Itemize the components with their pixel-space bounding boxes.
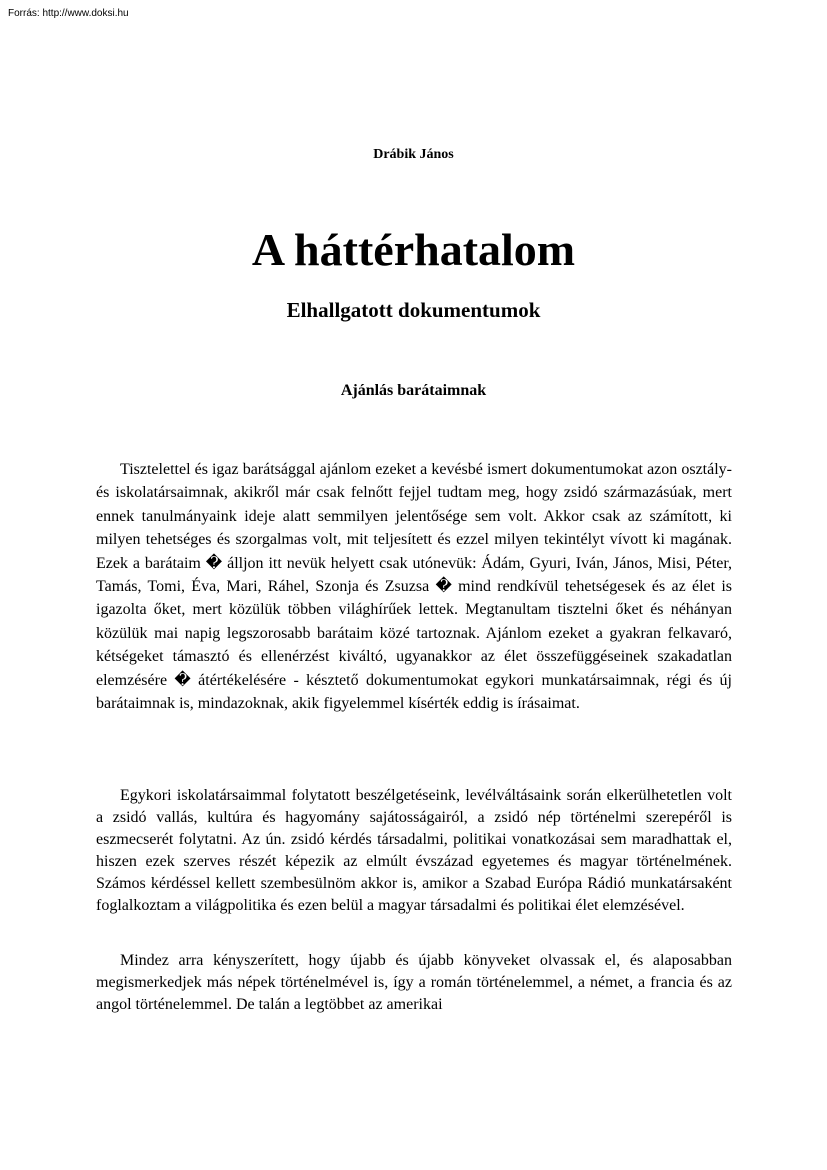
book-title: A háttérhatalom xyxy=(251,224,576,275)
paragraph-text: Tisztelettel és igaz barátsággal ajánlom ezeket a kevésbé ismert dokumentumokat azon osztály-és iskolatársaimnak, akikről már csak felnőtt fejjel tudtam meg, hogy zsidó származásúak, mert ennek tanulmányaink ideje alatt semmilyen jelentősége sem volt. Akkor csak az számított, ki milyen tehetséges és szorgalmas volt, mit teljesített és ezzel milyen tekintélyt vívott ki magának. Ezek a barátaim � álljon itt nevük helyett csak utónevük: Ádám, Gyuri, Iván, János, Misi, Péter, Tamás, Tomi, Éva, Mari, Ráhel, Szonja és Zsuzsa � mind rendkívül tehetségesek és az élet is igazolta őket, mert közülük többen világhírűek lettek. Megtanultam tisztelni őket és néhányan közülük mai napig legszorosabb barátaim közé tartoznak. Ajánlom ezeket a gyakran felkavaró, kétségeket támasztó és ellenérzést kiváltó, ugyanakkor az élet összefüggéseinek szakadatlan elemzésére � átértékelésére - késztető dokumentumokat egykori munkatársaimnak, régi és új barátaimnak is, mindazoknak, akik figyelemmel kísérték eddig is írásaimat. xyxy=(96,461,732,713)
paragraph-text: Egykori iskolatársaimmal folytatott beszélgetéseink, levélváltásaink során elkerülhetetlen volt a zsidó vallás, kultúra és hagyomány sajátosságairól, a zsidó nép történelmi szerepéről is eszmecserét folytatni. Az ún. zsidó kérdés társadalmi, politikai vonatkozásai sem maradhattak el, hiszen ezek szerves részét képezik az elmúlt évszázad egyetemes és magyar történelmének. Számos kérdéssel kellett szembesülnöm akkor is, amikor a Szabad Európa Rádió munkatársaként foglalkoztam a világpolitika és ezen belül a magyar társadalmi és politikai élet elemzésével. xyxy=(96,787,732,914)
author-name: Drábik János xyxy=(373,147,454,162)
body-paragraph-1 xyxy=(96,458,732,715)
paragraph-text: Mindez arra kényszerített, hogy újabb és újabb könyveket olvassak el, és alaposabban megismerkedjek más népek történelmével is, így a román történelemmel, a német, a francia és az angol történelemmel. De talán a legtöbbet az amerikai xyxy=(96,952,732,1013)
body-paragraph-2 xyxy=(96,785,732,916)
book-subtitle: Elhallgatott dokumentumok xyxy=(286,298,541,322)
source-url: Forrás: http://www.doksi.hu xyxy=(8,8,129,19)
body-paragraph-3 xyxy=(96,950,732,1016)
dedication-heading: Ajánlás barátaimnak xyxy=(340,382,487,399)
